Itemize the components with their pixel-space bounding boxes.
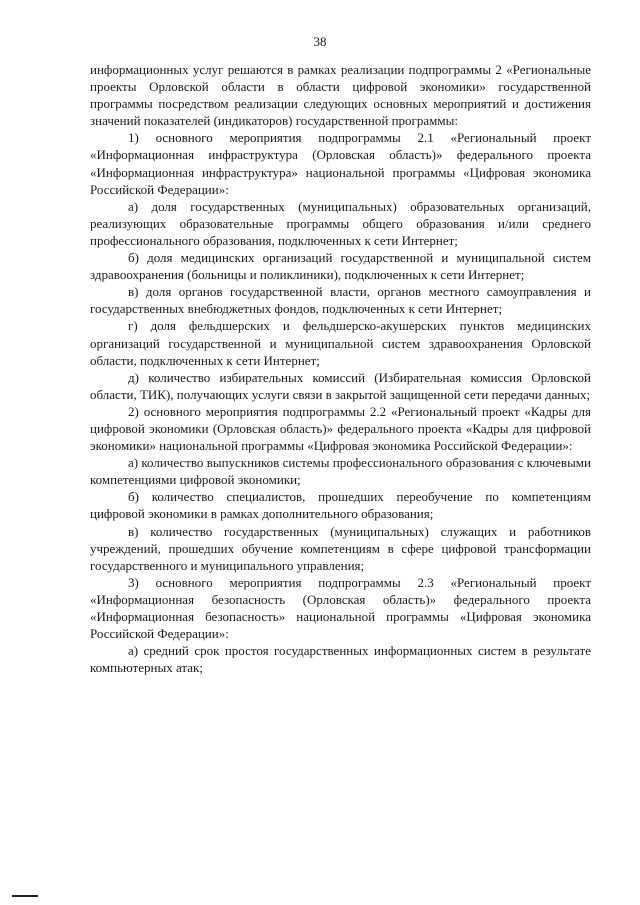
paragraph-item-2b: б) количество специалистов, прошедших переобучение по компетенциям цифровой экономики в рамках дополнительного образования; [90, 489, 591, 522]
paragraph-item-1g: г) доля фельдшерских и фельдшерско-акушерских пунктов медицинских организаций государственной и муниципальной систем здравоохранения Орловской области, подключенных к сети Интернет; [90, 318, 591, 368]
page-number: 38 [313, 34, 327, 49]
paragraph-item-2v: в) количество государственных (муниципальных) служащих и работников учреждений, прошедших обучение компетенциям в сфере цифровой трансформации государственного и муниципального управления; [90, 523, 591, 573]
paragraph-item-3a: а) средний срок простоя государственных информационных систем в результате компьютерных атак; [90, 643, 591, 676]
scan-edge-mark [12, 895, 38, 897]
paragraph-item-2: 2) основного мероприятия подпрограммы 2.2 «Региональный проект «Кадры для цифровой экономики (Орловская область)» федерального проекта «Кадры для цифровой экономики» национальной программы «Цифровая экономика Российской Федерации»: [90, 403, 591, 454]
paragraph-intro: информационных услуг решаются в рамках реализации подпрограммы 2 «Региональные проекты Орловской области в области цифровой экономики» государственной программы посредством реализации следующих основных мероприятий и достижения значений показателей (индикаторов) государственной программы: [90, 62, 591, 129]
paragraph-item-3: 3) основного мероприятия подпрограммы 2.3 «Региональный проект «Информационная безопасность (Орловская область)» федерального проекта «Информационная безопасность» национальной программы «Цифровая экономика Российской Федерации»: [90, 574, 591, 642]
paragraph-item-1b: б) доля медицинских организаций государственной и муниципальной систем здравоохранения (больницы и поликлиники), подключенных к сети Интернет; [90, 250, 591, 283]
paragraph-item-1a: а) доля государственных (муниципальных) образовательных организаций, реализующих образовательные программы общего образования и/или среднего профессионального образования, подключенных к сети Интернет; [90, 198, 591, 248]
document-body [90, 61, 591, 676]
paragraph-item-1v: в) доля органов государственной власти, органов местного самоуправления и государственных внебюджетных фондов, подключенных к сети Интернет; [90, 284, 591, 317]
paragraph-item-1d: д) количество избирательных комиссий (Избирательная комиссия Орловской области, ТИК), получающих услуги связи в закрытой защищенной сети передачи данных; [90, 369, 591, 402]
paragraph-item-2a: а) количество выпускников системы профессионального образования с ключевыми компетенциями цифровой экономики; [90, 455, 591, 488]
paragraph-item-1: 1) основного мероприятия подпрограммы 2.1 «Региональный проект «Информационная инфраструктура (Орловская область)» федерального проекта «Информационная инфраструктура» национальной программы «Цифровая экономика Российской Федерации»: [90, 130, 591, 197]
